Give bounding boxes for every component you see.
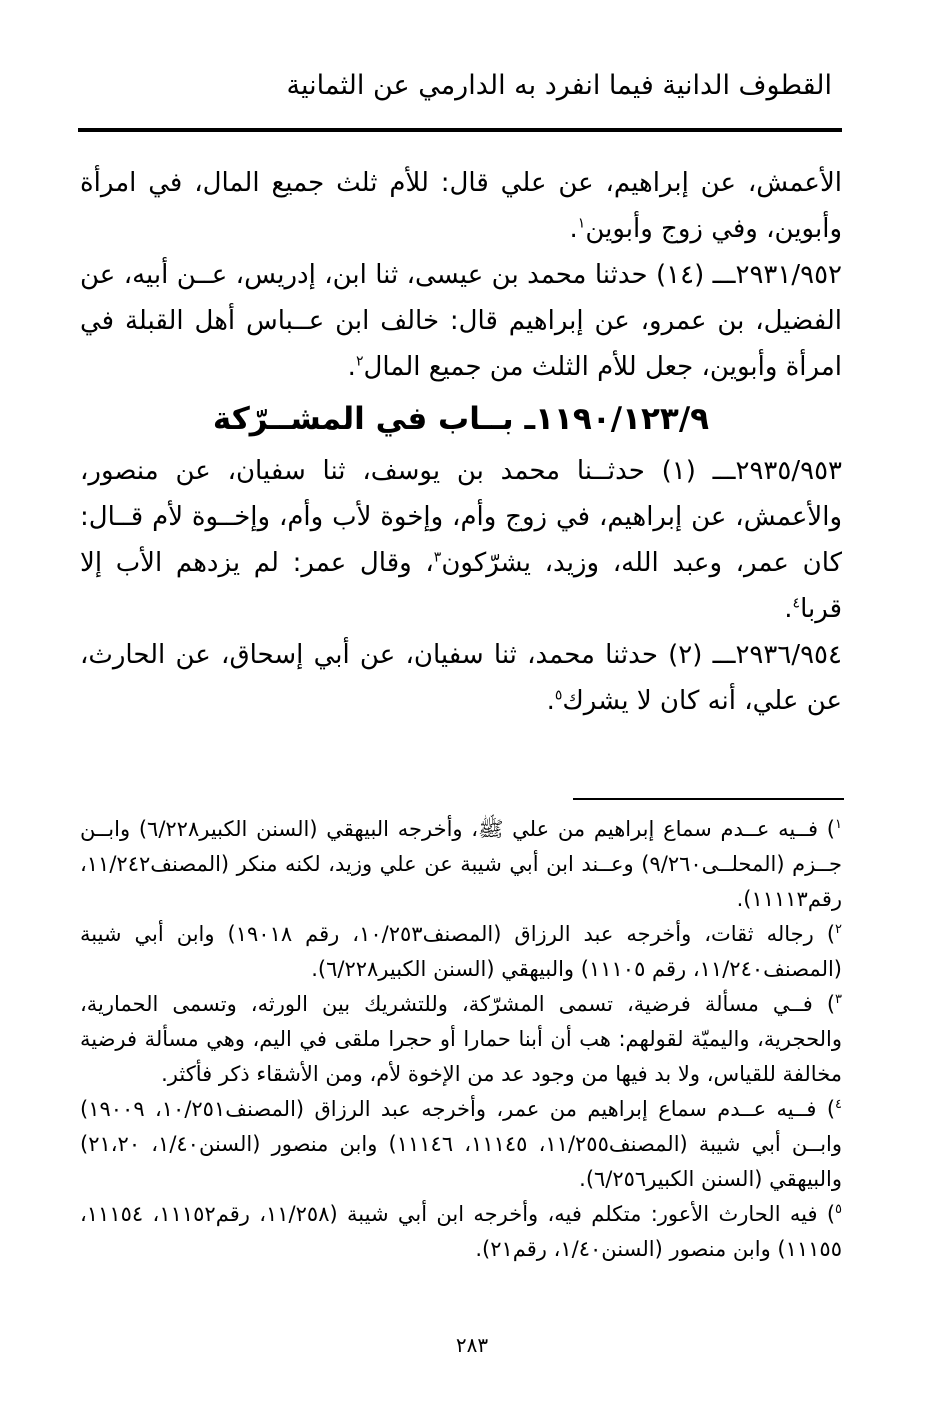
footnote-number: ٥ <box>835 1202 843 1217</box>
hadith-2935: ٢٩٣٥/٩٥٣ـــ (١) حدثــنا محمد بن يوسف، ثنا سفيان، عن منصور، والأعمش، عن إبراهيم، في زوج وأم، وإخوة لأب وأم، وإخــوة لأم قــال: كان عمر، وعبد الله، وزيد، يشرّكون$^٣$، وقال عمر: لم يزدهم الأب إلا قربا$^٤$. <box>80 456 842 624</box>
footnote-number: ١ <box>835 817 842 832</box>
main-text <box>80 160 842 724</box>
footnote-ref[interactable]: ١ <box>577 215 586 232</box>
header-rule <box>78 128 842 132</box>
chapter-heading: ١١٩٠/١٢٣/٩ـ بــاب في المشــرّكة <box>212 401 710 437</box>
footnotes <box>80 812 842 1267</box>
hadith-2936: ٢٩٣٦/٩٥٤ـــ (٢) حدثنا محمد، ثنا سفيان، عن أبي إسحاق، عن الحارث، عن علي، أنه كان لا يشرك$^٥$. <box>80 640 842 716</box>
running-header: القطوف الدانية فيما انفرد به الدارمي عن الثمانية <box>286 70 832 101</box>
footnote-2: $^٢$) رجاله ثقات، وأخرجه عبد الرزاق (المصنف١٠/٢٥٣، رقم ١٩٠١٨) وابن أبي شيبة (المصنف١١/٢٤٠، رقم ١١١٠٥) والبيهقي (السنن الكبير٦/٢٢٨). <box>80 922 842 981</box>
footnote-number: ٣ <box>835 992 843 1007</box>
hadith-2931: ٢٩٣١/٩٥٢ـــ (١٤) حدثنا محمد بن عيسى، ثنا ابن، إدريس، عــن أبيه، عن الفضيل، بن عمرو، عن إبراهيم قال: خالف ابن عــباس أهل القبلة في امرأة وأبوين، جعل للأم الثلث من جميع المال$^٢$. <box>80 260 843 382</box>
footnote-ref[interactable]: ٤ <box>792 595 801 612</box>
footnote-1: $^١$) فــيه عــدم سماع إبراهيم من علي ﷺ، وأخرجه البيهقي (السنن الكبير٦/٢٢٨) وابــن جــزم (المحلــى٩/٢٦٠) وعــند ابن أبي شيبة عن علي وزيد، لكنه منكر (المصنف١١/٢٤٢، رقم١١١١٣). <box>80 817 842 911</box>
footnote-5: $^٥$) فيه الحارث الأعور: متكلم فيه، وأخرجه ابن أبي شيبة (١١/٢٥٨، رقم١١١٥٢، ١١١٥٤، ١١١٥٥) وابن منصور (السنن١/٤٠، رقم٢١). <box>80 1202 843 1261</box>
page-number: ٢٨٣ <box>455 1333 489 1357</box>
paragraph-continuation: الأعمش، عن إبراهيم، عن علي قال: للأم ثلث جميع المال، في امرأة وأبوين، وفي زوج وأبوين$^١$. <box>80 168 842 244</box>
footnote-4: $^٤$) فــيه عــدم سماع إبراهيم من عمر، وأخرجه عبد الرزاق (المصنف١٠/٢٥١، ١٩٠٠٩) وابــن أبي شيبة (المصنف١١/٢٥٥، ١١١٤٥، ١١١٤٦) وابن منصور (السنن١/٤٠، ٢١،٢٠) والبيهقي (السنن الكبير٦/٢٥٦). <box>80 1097 843 1191</box>
footnote-ref[interactable]: ٥ <box>554 687 563 704</box>
footnote-separator <box>573 798 844 800</box>
footnote-number: ٢ <box>835 922 842 937</box>
footnote-3: $^٣$) فــي مسألة فرضية، تسمى المشرّكة، وللتشريك بين الورثه، وتسمى الحمارية، والحجرية، واليميّة لقولهم: هب أن أبنا حمارا أو حجرا ملقى في اليم، وهي مسألة فرضية مخالفة للقياس، ولا بد فيها من وجود عد من الإخوة لأم، ومن الأشقاء ذكر فأكثر. <box>80 992 843 1086</box>
footnote-ref[interactable]: ٣ <box>433 549 442 566</box>
footnote-ref[interactable]: ٢ <box>355 353 364 370</box>
footnote-number: ٤ <box>835 1097 843 1112</box>
